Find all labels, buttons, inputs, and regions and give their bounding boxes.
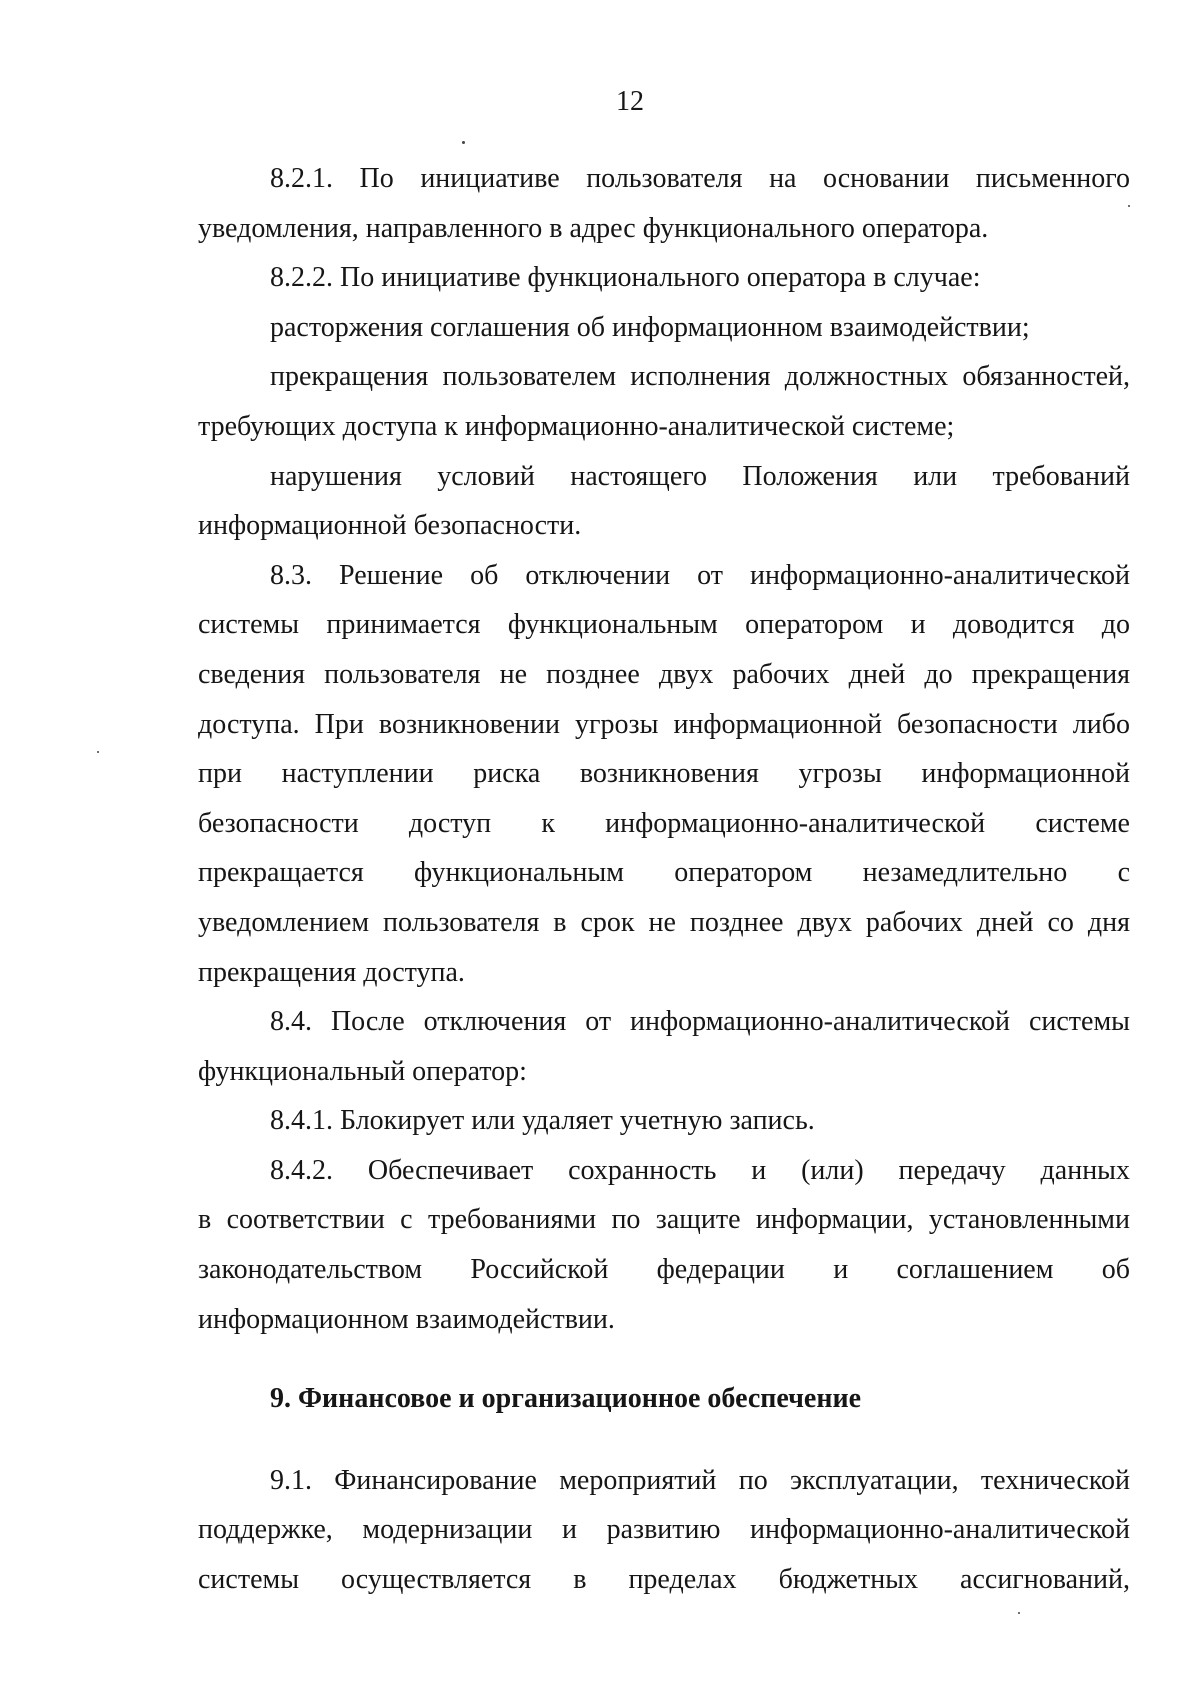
text-line: требующих доступа к информационно-аналитической системе; [198, 410, 955, 442]
text-line: 9.1. Финансирование мероприятий по эксплуатации, технической [270, 1464, 1130, 1496]
text-line: законодательством Российской федерации и соглашением об [198, 1254, 1130, 1286]
text-line: расторжения соглашения об информационном взаимодействии; [270, 311, 1030, 343]
text-line: информационной безопасности. [198, 510, 582, 542]
text-line: доступа. При возникновении угрозы информационной безопасности либо [198, 708, 1130, 740]
paragraph-8-4 [198, 997, 1130, 1096]
page-number: 12 [616, 86, 644, 117]
text-line: безопасности доступ к информационно-аналитической системе [198, 807, 1130, 839]
scan-speck [462, 141, 465, 144]
text-line: 8.4.1. Блокирует или удаляет учетную запись. [270, 1105, 815, 1137]
paragraph-cessation [198, 352, 1130, 451]
text-line: уведомлением пользователя в срок не позднее двух рабочих дней со дня [198, 906, 1130, 938]
paragraph-8-2-1 [198, 154, 1130, 253]
text-line: 8.2.1. По инициативе пользователя на основании письменного [270, 163, 1130, 194]
text-line: 8.3. Решение об отключении от информационно-аналитической [270, 559, 1130, 591]
section-heading-9: 9. Финансовое и организационное обеспечение [270, 1383, 862, 1415]
paragraph-termination [198, 303, 1130, 353]
text-line: в соответствии с требованиями по защите информации, установленными [198, 1204, 1130, 1236]
scan-speck [1018, 1612, 1020, 1614]
text-line: поддержке, модернизации и развитию информационно-аналитической [198, 1514, 1130, 1546]
paragraph-8-3 [198, 551, 1130, 997]
paragraph-8-4-1 [198, 1096, 1130, 1146]
text-line: нарушения условий настоящего Положения или требований [270, 460, 1130, 492]
text-line: системы принимается функциональным оператором и доводится до [198, 609, 1130, 641]
paragraph-9-1 [198, 1456, 1130, 1605]
document-body [198, 154, 1130, 1605]
text-line: прекращения доступа. [198, 956, 465, 988]
text-line: 8.2.2. По инициативе функционального оператора в случае: [270, 262, 981, 294]
text-line: 8.4. После отключения от информационно-аналитической системы [270, 1006, 1130, 1038]
text-line: при наступлении риска возникновения угрозы информационной [198, 758, 1130, 790]
text-line: сведения пользователя не позднее двух рабочих дней до прекращения [198, 658, 1130, 690]
text-line: функциональный оператор: [198, 1055, 527, 1087]
text-line: системы осуществляется в пределах бюджетных ассигнований, [198, 1564, 1130, 1596]
text-line: прекращения пользователем исполнения должностных обязанностей, [270, 361, 1130, 393]
paragraph-8-2-2 [198, 253, 1130, 303]
text-line: 8.4.2. Обеспечивает сохранность и (или) передачу данных [270, 1154, 1130, 1186]
text-line: уведомления, направленного в адрес функционального оператора. [198, 212, 989, 244]
scan-speck [1128, 205, 1130, 207]
scan-speck [97, 751, 99, 753]
paragraph-8-4-2 [198, 1146, 1130, 1344]
text-line: прекращается функциональным оператором незамедлительно с [198, 857, 1130, 889]
paragraph-violation [198, 452, 1130, 551]
text-line: информационном взаимодействии. [198, 1303, 615, 1335]
